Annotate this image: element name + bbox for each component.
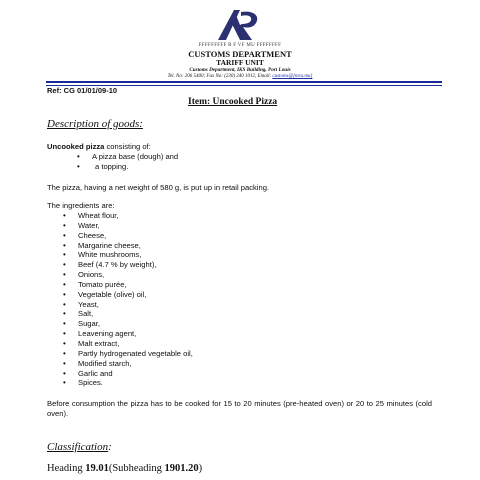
ingredient-item: • Leavening agent,: [61, 329, 193, 339]
header-rule-thick: [46, 81, 442, 83]
ingredient-item: • Tomato purée,: [61, 280, 193, 290]
weight-statement: The pizza, having a net weight of 580 g, is put up in retail packing.: [47, 183, 270, 192]
subheading-code: 1901.20: [164, 463, 199, 474]
bullet-icon: •: [77, 152, 80, 161]
ingredient-item: • Spices.: [61, 378, 193, 388]
contact-line: [100, 74, 380, 79]
ingredient-item: • Margarine cheese,: [61, 241, 193, 251]
unit-name: TARIFF UNIT: [216, 58, 264, 67]
ingredient-item: • Partly hydrogenated vegetable oil,: [61, 349, 193, 359]
component-item: A pizza base (dough) and: [92, 152, 179, 161]
organisation-name: FFFFFFFFF R F VF MU FFFFFFFF: [198, 43, 282, 48]
subheading-label: (Subheading: [108, 463, 165, 474]
ingredient-item: • White mushrooms,: [61, 250, 193, 260]
description-heading: Description of goods:: [47, 118, 143, 130]
ingredient-item: • Vegetable (olive) oil,: [61, 290, 193, 300]
classification-heading: Classification: [47, 441, 109, 453]
ingredient-item: • Wheat flour,: [61, 211, 193, 221]
item-title: Item: Uncooked Pizza: [188, 97, 278, 107]
heading-label: Heading: [47, 463, 86, 474]
classification-heading-row: [47, 441, 112, 453]
contact-numbers: Tel. No: 206 5400; Fax No: (230) 240 1012, Email:: [167, 73, 272, 79]
ingredient-item: • Modified starch,: [61, 359, 193, 369]
ingredient-item: • Cheese,: [61, 231, 193, 241]
reference-number: Ref: CG 01/01/09-10: [47, 86, 118, 95]
email-link[interactable]: customs@[mra.mu]: [272, 73, 313, 79]
ingredient-item: • Sugar,: [61, 319, 193, 329]
department-name: CUSTOMS DEPARTMENT: [188, 49, 292, 59]
ingredient-item: • Malt extract,: [61, 339, 193, 349]
heading-code: 19.01: [85, 463, 109, 474]
bullet-icon: •: [77, 162, 80, 171]
ingredient-item: • Yeast,: [61, 300, 193, 310]
ingredients-list: [61, 211, 193, 388]
ingredient-item: • Water,: [61, 221, 193, 231]
closing-paren: ): [198, 463, 203, 474]
intro-rest: consisting of:: [104, 142, 151, 151]
address: Customs Department, IKS Building, Port Louis: [189, 67, 291, 73]
ingredients-intro: The ingredients are:: [47, 201, 115, 210]
ingredient-item: • Salt,: [61, 309, 193, 319]
cooking-instructions: Before consumption the pizza has to be cooked for 15 to 20 minutes (pre-heated oven) or 20 to 25 minutes (cold oven).: [47, 399, 432, 418]
ingredient-item: • Beef (4.7 % by weight),: [61, 260, 193, 270]
product-name: Uncooked pizza: [47, 142, 105, 151]
description-intro: [47, 142, 151, 152]
ingredient-item: • Onions,: [61, 270, 193, 280]
classification-colon: :: [108, 441, 112, 453]
ingredient-item: • Garlic and: [61, 369, 193, 379]
mra-logo-icon: [212, 6, 264, 44]
component-item: a topping.: [95, 162, 129, 171]
classification-codes: [47, 463, 202, 474]
